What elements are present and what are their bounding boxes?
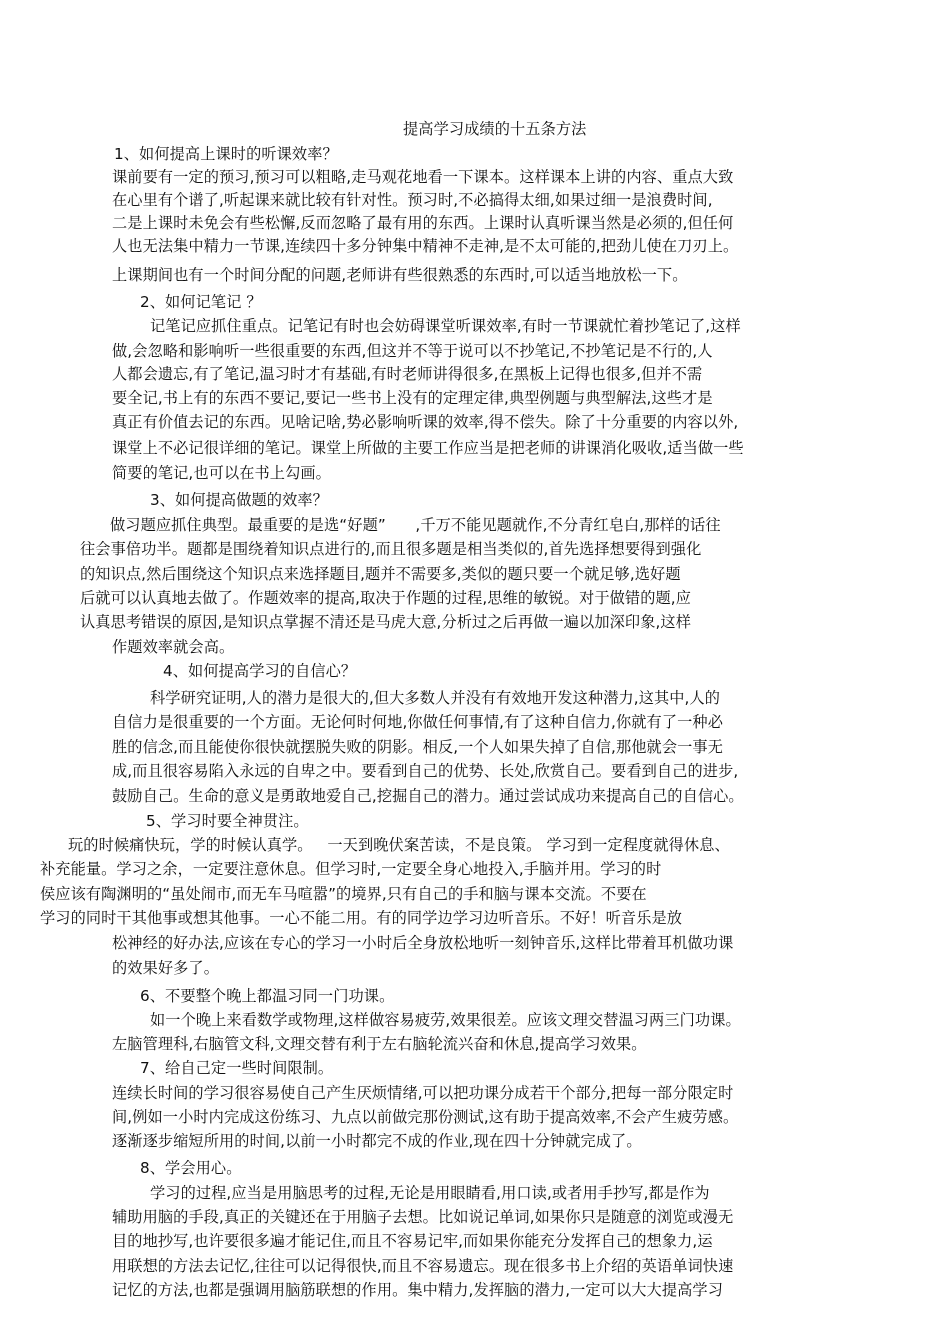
text-line: 在心里有个谱了,听起课来就比较有针对性。预习时,不必搞得太细,如果过细一是浪费时间,: [112, 191, 713, 209]
text-line: 学习的同时干其他事或想其他事。一心不能二用。有的同学边学习边听音乐。不好！听音乐是放: [40, 909, 683, 927]
text-line: 鼓励自己。生命的意义是勇敢地爱自己,挖掘自己的潜力。通过尝试成功来提高自己的自信心。: [112, 787, 744, 805]
text-line: 成,而且很容易陷入永远的自卑之中。要看到自己的优势、长处,欣赏自己。要看到自己的进步,: [112, 762, 739, 780]
heading-5: 5、学习时要全神贯注。: [146, 812, 309, 830]
heading-3: 3、如何提高做题的效率？: [150, 491, 328, 509]
text-line: 学习的过程,应当是用脑思考的过程,无论是用眼睛看,用口读,或者用手抄写,都是作为: [150, 1184, 710, 1202]
text-line: 记笔记应抓住重点。记笔记有时也会妨碍课堂听课效率,有时一节课就忙着抄笔记了,这样: [150, 317, 741, 335]
text-line: 记忆的方法,也都是强调用脑筋联想的作用。集中精力,发挥脑的潜力,一定可以大大提高学习: [112, 1281, 723, 1299]
text-line: 间,例如一小时内完成这份练习、九点以前做完那份测试,这有助于提高效率,不会产生疲劳感。: [112, 1108, 739, 1126]
text-line: 课前要有一定的预习,预习可以粗略,走马观花地看一下课本。这样课本上讲的内容、重点大致: [112, 168, 734, 186]
text-line: 松神经的好办法,应该在专心的学习一小时后全身放松地听一刻钟音乐,这样比带着耳机做功课: [112, 934, 734, 952]
text-line: 人也无法集中精力一节课,连续四十多分钟集中精神不走神,是不太可能的,把劲儿使在刀刃上。: [112, 237, 739, 255]
text-line: 课堂上不必记很详细的笔记。课堂上所做的主要工作应当是把老师的讲课消化吸收,适当做一些: [112, 439, 744, 457]
heading-4: 4、如何提高学习的自信心？: [163, 662, 357, 680]
text-line: 的效果好多了。: [112, 959, 220, 977]
text-line: 如一个晚上来看数学或物理,这样做容易疲劳,效果很差。应该文理交替温习两三门功课。: [150, 1011, 741, 1029]
text-line: 上课期间也有一个时间分配的问题,老师讲有些很熟悉的东西时,可以适当地放松一下。: [112, 266, 688, 284]
text-line: 做,会忽略和影响听一些很重要的东西,但这并不等于说可以不抄笔记,不抄笔记是不行的,人: [112, 342, 713, 360]
text-line: 认真思考错误的原因,是知识点掌握不清还是马虎大意,分析过之后再做一遍以加深印象,这样: [80, 613, 691, 631]
text-line: 辅助用脑的手段,真正的关键还在于用脑子去想。比如说记单词,如果你只是随意的浏览或漫无: [112, 1208, 734, 1226]
heading-6: 6、不要整个晚上都温习同一门功课。: [140, 987, 395, 1005]
text-line: 真正有价值去记的东西。见啥记啥,势必影响听课的效率,得不偿失。除了十分重要的内容以外,: [112, 413, 739, 431]
text-line: 左脑管理科,右脑管文科,文理交替有利于左右脑轮流兴奋和休息,提高学习效果。: [112, 1035, 647, 1053]
heading-2: 2、如何记笔记 ？: [140, 293, 262, 311]
text-line: 科学研究证明,人的潜力是很大的,但大多数人并没有有效地开发这种潜力,这其中,人的: [150, 689, 721, 707]
heading-8: 8、学会用心。: [140, 1159, 242, 1177]
heading-1: 1、如何提高上课时的听课效率？: [114, 145, 338, 163]
text-line: 二是上课时未免会有些松懈,反而忽略了最有用的东西。上课时认真听课当然是必须的,但任何: [112, 214, 734, 232]
text-line: 玩的时候痛快玩，学的时候认真学。 一天到晚伏案苦读，不是良策。 学习到一定程度就得休息、: [68, 836, 730, 854]
text-line: 做习题应抓住典型。最重要的是选“好题” ,千万不能见题就作,不分青红皂白,那样的话往: [110, 516, 721, 534]
text-line: 胜的信念,而且能使你很快就摆脱失败的阴影。相反,一个人如果失掉了自信,那他就会一事无: [112, 738, 723, 756]
text-line: 逐渐逐步缩短所用的时间,以前一小时都完不成的作业,现在四十分钟就完成了。: [112, 1132, 642, 1150]
text-line: 要全记,书上有的东西不要记,要记一些书上没有的定理定律,典型例题与典型解法,这些才是: [112, 389, 713, 407]
text-line: 往会事倍功半。题都是围绕着知识点进行的,而且很多题是相当类似的,首先选择想要得到强化: [80, 540, 702, 558]
text-line: 目的地抄写,也许要很多遍才能记住,而且不容易记牢,而如果你能充分发挥自己的想象力,运: [112, 1232, 713, 1250]
text-line: 后就可以认真地去做了。作题效率的提高,取决于作题的过程,思维的敏锐。对于做错的题,应: [80, 589, 691, 607]
text-line: 连续长时间的学习很容易使自己产生厌烦情绪,可以把功课分成若干个部分,把每一部分限定时: [112, 1084, 734, 1102]
text-line: 自信力是很重要的一个方面。无论何时何地,你做任何事情,有了这种自信力,你就有了一种必: [112, 713, 723, 731]
text-line: 侯应该有陶渊明的“虽处闹市,而无车马喧嚣”的境界,只有自己的手和脑与课本交流。不要在: [40, 885, 647, 903]
text-line: 用联想的方法去记忆,往往可以记得很快,而且不容易遗忘。现在很多书上介绍的英语单词快速: [112, 1257, 734, 1275]
heading-7: 7、给自己定一些时间限制。: [140, 1059, 334, 1077]
text-line: 简要的笔记,也可以在书上勾画。: [112, 464, 331, 482]
text-line: 补充能量。学习之余，一定要注意休息。但学习时,一定要全身心地投入,手脑并用。学习的时: [40, 860, 662, 878]
text-line: 的知识点,然后围绕这个知识点来选择题目,题并不需要多,类似的题只要一个就足够,选好题: [80, 565, 681, 583]
text-line: 人都会遗忘,有了笔记,温习时才有基础,有时老师讲得很多,在黑板上记得也很多,但并不需: [112, 365, 703, 383]
document-title: 提高学习成绩的十五条方法: [403, 120, 587, 138]
text-line: 作题效率就会高。: [112, 638, 235, 656]
